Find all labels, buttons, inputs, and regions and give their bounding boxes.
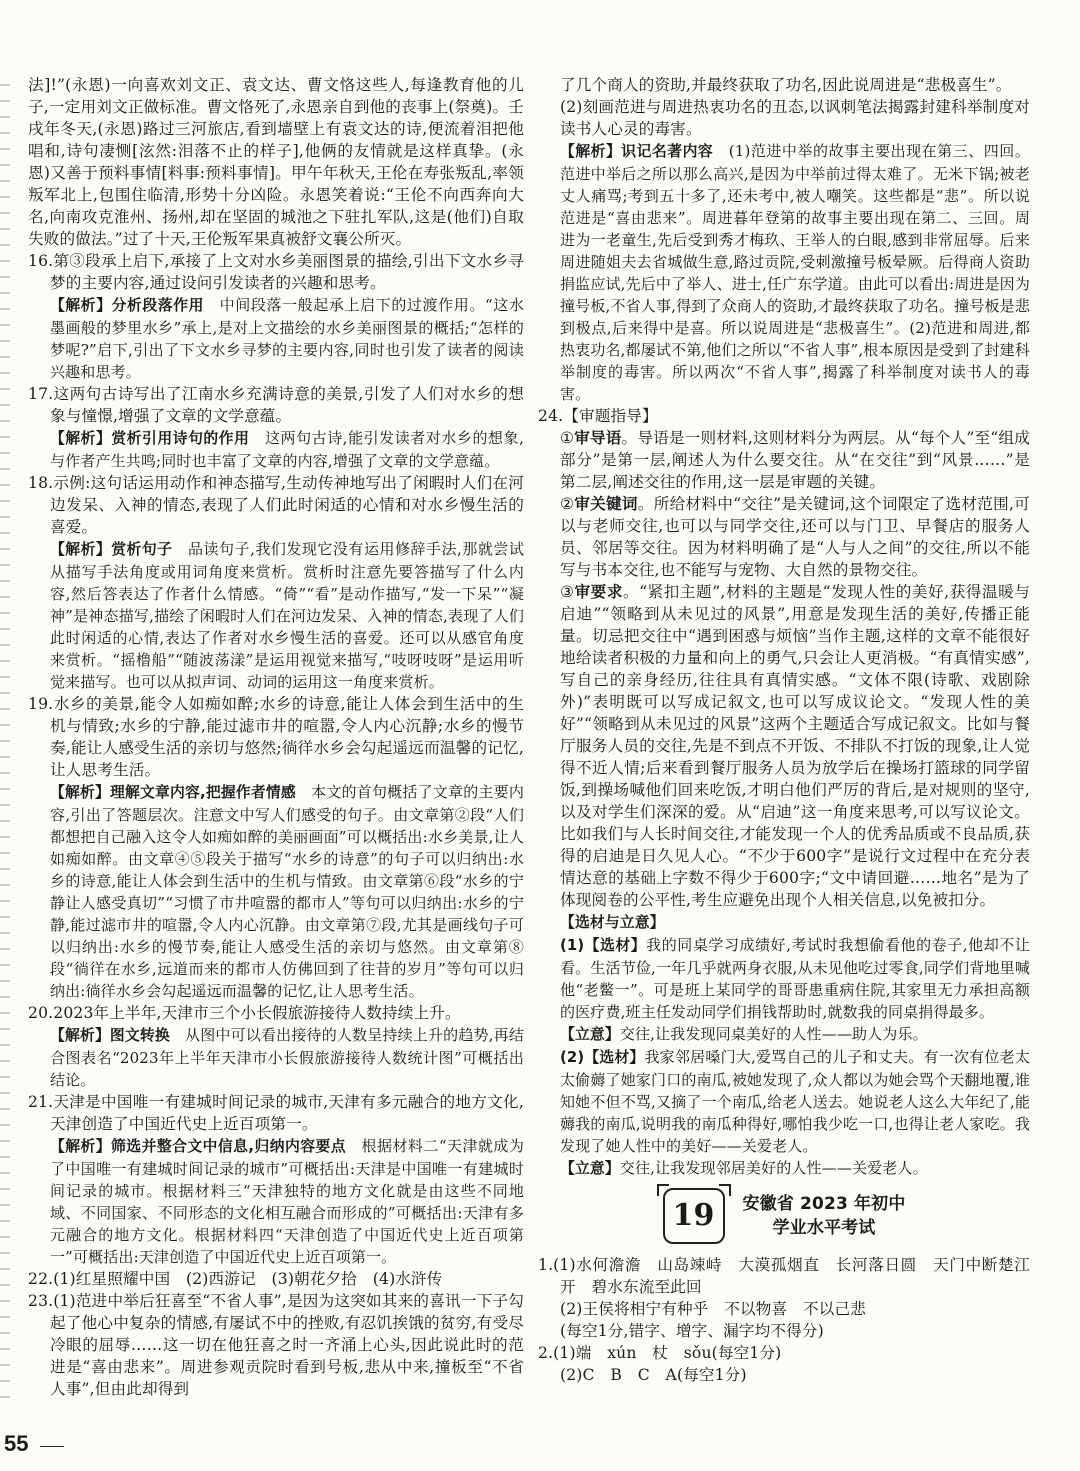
paragraph-text: 19.水乡的美景,能令人如痴如醉;水乡的诗意,能让人体会到生活中的生机与情致;水乡的宁静,能过滤市井的喧嚣,令人内心沉静;水乡的慢节奏,能让人感受生活的亲切与悠然;徜徉水乡会勾起遥远而温馨的记忆,让人思考生活。 — [28, 695, 524, 779]
answer-column-left — [28, 74, 524, 1400]
exam-section-header — [538, 1184, 1030, 1248]
section-title-line1: 安徽省 2023 年初中 — [742, 1194, 906, 1214]
paragraph-text: ②审关键词。所给材料中“交往”是关键词,这个词限定了选材范围,可以与老师交往,也可以与同学交往,还可以与门卫、早餐店的服务人员、邻居等交往。因为材料明确了是“人与人之间”的交往,所以不能写与书本交往,也不能写与宠物、大自然的景物交往。 — [560, 494, 1030, 579]
paragraph-text: 24.【审题指导】 — [538, 407, 658, 425]
analysis-tag: 【选材与立意】 — [560, 914, 665, 931]
paragraph-text: 根据材料二“天津就成为了中国唯一有建城时间记录的城市”可概括出:天津是中国唯一有建城时间记录的城市。根据材料三“天津独特的地方文化就是由这些不同地域、不同国家、不同形态的文化相互融合而形成的”可概括出:天津有多元融合的地方文化。根据材料四“天津创造了中国近代史上近百项第一”可概括出:天津创造了中国近代史上近百项第一。 — [50, 1137, 524, 1266]
answer-text — [538, 427, 1030, 493]
analysis-tag: 【解析】赏析句子 — [50, 541, 173, 558]
analysis-paragraph — [538, 1046, 1030, 1157]
analysis-paragraph — [28, 1024, 524, 1091]
answer-text — [538, 1298, 1030, 1320]
section-title — [743, 1192, 906, 1240]
tagged-line — [538, 911, 1030, 934]
binding-margin — [0, 70, 10, 1400]
analysis-paragraph — [28, 427, 524, 472]
analysis-tag: 【解析】识记名著内容 — [560, 143, 714, 160]
answer-item — [28, 1290, 524, 1400]
section-title-line2: 学业水平考试 — [772, 1218, 876, 1238]
paragraph-text: 我家邻居嗓门大,爱骂自己的儿子和丈夫。有一次有位老太太偷薅了她家门口的南瓜,被她发现了,众人都以为她会骂个天翻地覆,谁知她不但不骂,又摘了一个南瓜,给老人送去。她说老人这么大年纪了,能薅我的南瓜,说明我的南瓜种得好,哪怕我少吃一口,也得让老人家吃。我发现了她人性中的美好——关爱老人。 — [560, 1048, 1030, 1155]
answer-item — [538, 1254, 1030, 1298]
analysis-tag: 【解析】图文转换 — [50, 1027, 170, 1044]
analysis-tag: 【解析】理解文章内容,把握作者情感 — [50, 784, 296, 801]
answer-text — [538, 96, 1030, 140]
answer-item — [538, 405, 1030, 427]
paragraph-text: 23.(1)范进中举后狂喜至“不省人事”,是因为这突如其来的喜讯一下子勾起了他心中复杂的情感,有屡试不中的挫败,有忍饥挨饿的贫穷,有受尽冷眼的屈辱……这一切在他狂喜之时一齐涌上心头,因此说此时的范进是“喜由悲来”。周进参观贡院时看到号板,悲从中来,撞板至“不省人事”,但由此却得到 — [28, 1292, 524, 1398]
paragraph-text: (1)范进中举的故事主要出现在第三、四回。范进中举后之所以那么高兴,是因为中举前过得太难了。无米下锅;被老丈人痛骂;考到五十多了,还未考中,被人嘲笑。这些都是“悲”。所以说范进是“喜由悲来”。周进暮年登第的故事主要出现在第二、三回。周进为一老童生,先后受到秀才梅玖、王举人的白眼,感到非常屈辱。后来周进随姐夫去省城做生意,路过贡院,受刺激撞号板晕厥。后得商人资助捐监应试,先后中了举人、进士,任广东学道。由此可以看出:周进是因为撞号板,不省人事,得到了众商人的资助,才最终获取了功名。撞号板是悲到极点,后来得中是喜。所以说周进是“悲极喜生”。(2)范进和周进,都热衷功名,都屡试不第,他们之所以“不省人事”,根本原因是受到了封建科举制度的毒害。所以两次“不省人事”,揭露了科举制度对读书人的毒害。 — [560, 142, 1030, 403]
analysis-paragraph — [538, 934, 1030, 1023]
paragraph-text: 18.示例:这句话运用动作和神态描写,生动传神地写出了闲暇时人们在河边发呆、入神的情态,表现了人们此时闲适的心情和对水乡慢生活的喜爱。 — [28, 474, 524, 536]
answer-item — [28, 472, 524, 538]
paragraph-text: 20.2023年上半年,天津市三个小长假旅游接待人数持续上升。 — [28, 1004, 461, 1022]
paragraph-text: 法]!”(永恩)一向喜欢刘文正、袁文达、曹文恪这些人,每逢教育他的儿子,一定用刘文正做标准。曹文恪死了,永恩亲自到他的丧事上(祭奠)。壬戌年冬天,(永恩)路过三河旅店,看到墙壁上有袁文达的诗,便流着泪把他唱和,诗句凄恻[泫然:泪落不止的样子],他俩的友情就是这样真挚。(永恩)又善于预料事情[料事:预料事情]。甲午年秋天,王伦在寿张叛乱,率领叛军北上,包围住临清,形势十分凶险。永恩笑着说:“王伦不向西奔向大名,向南攻克淮州、扬州,却在坚固的城池之下驻扎军队,这是(他们)自取失败的做法。”过了十天,王伦叛军果真被舒文襄公所灭。 — [28, 76, 524, 248]
answer-text — [538, 581, 1030, 911]
analysis-tag: 【解析】分析段落作用 — [50, 297, 205, 314]
answer-item — [28, 1002, 524, 1024]
answer-text — [538, 74, 1030, 96]
tagged-line — [538, 1023, 1030, 1046]
analysis-tag: 【解析】筛选并整合文中信息,归纳内容要点 — [50, 1138, 347, 1155]
paragraph-text: (2)王侯将相宁有种乎 不以物喜 不以己悲 — [560, 1300, 866, 1318]
paragraph-text: 22.(1)红星照耀中国 (2)西游记 (3)朝花夕拾 (4)水浒传 — [28, 1270, 443, 1288]
paragraph-text: 交往,让我发现同桌美好的人性——助人为乐。 — [619, 1025, 928, 1043]
paragraph-text: 从图中可以看出接待的人数呈持续上升的趋势,再结合图表名“2023年上半年天津市小长假旅游接待人数统计图”可概括出结论。 — [50, 1026, 525, 1089]
answer-text — [538, 493, 1030, 581]
paragraph-text: 21.天津是中国唯一有建城时间记录的城市,天津有多元融合的地方文化,天津创造了中国近代史上近百项第一。 — [28, 1093, 524, 1133]
tagged-line — [538, 1157, 1030, 1180]
paragraph-text: (每空1分,错字、增字、漏字均不得分) — [560, 1322, 824, 1340]
answer-text — [538, 1320, 1030, 1342]
answer-item — [538, 1342, 1030, 1364]
paragraph-text: 我的同桌学习成绩好,考试时我想偷看他的卷子,他却不让看。生活节俭,一年几乎就两身衣服,从未见他吃过零食,同学们背地里喊他“老鳖一”。可是班上某同学的哥哥患重病住院,其家里无力承担高额的医疗费,班主任发动同学们捐钱帮助时,就数我的同桌捐得最多。 — [560, 936, 1030, 1021]
answer-item — [28, 1268, 524, 1290]
paragraph-text: (2)刻画范进与周进热衷功名的丑态,以讽刺笔法揭露封建科举制度对读书人心灵的毒害。 — [560, 98, 1030, 138]
section-number: 19 — [672, 1198, 715, 1233]
analysis-tag: 【解析】赏析引用诗句的作用 — [50, 430, 250, 447]
section-number-badge — [663, 1188, 725, 1244]
paragraph-text: 16.第③段承上启下,承接了上文对水乡美丽图景的描绘,引出下文水乡寻梦的主要内容,通过设问引发读者的兴趣和思考。 — [28, 252, 524, 292]
answer-item — [28, 693, 524, 781]
paragraph-text: ①审导语。导语是一则材料,这则材料分为两层。从“每个人”至“组成部分”是第一层,阐述人为什么要交往。从“在交往”到“风景……”是第二层,阐述交往的作用,这一层是审题的关键。 — [560, 428, 1030, 491]
page-number: 55 — [4, 1431, 29, 1456]
answer-column-right — [538, 74, 1030, 1386]
paragraph-text: (2)C B C A(每空1分) — [560, 1366, 747, 1384]
answer-item — [28, 383, 524, 427]
paragraph-text: 1.(1)水何澹澹 山岛竦峙 大漠孤烟直 长河落日圆 天门中断楚江开 碧水东流至此回 — [538, 1256, 1030, 1296]
paragraph-text: 了几个商人的资助,并最终获取了功名,因此说周进是“悲极喜生”。 — [560, 76, 1012, 94]
paragraph-text: 中间段落一般起承上启下的过渡作用。“这水墨画般的梦里水乡”承上,是对上文描绘的水乡美丽图景的概括;“怎样的梦呢?”启下,引出了下文水乡寻梦的主要内容,同时也引发了读者的阅读兴趣和思考。 — [50, 296, 524, 381]
analysis-tag: 【立意】 — [560, 1026, 620, 1043]
paragraph-text: 这两句古诗,能引发读者对水乡的想象,与作者产生共鸣;同时也丰富了文章的内容,增强了文章的文学意蕴。 — [50, 429, 524, 470]
paragraph-text: ③审要求。“紧扣主题”,材料的主题是“发现人性的美好,获得温暖与启迪”“领略到从未见过的风景”,用意是发现生活的美好,传播正能量。切忌把交往中“遇到困惑与烦恼”当作主题,这样的文章不能很好地给读者积极的力量和向上的勇气,只会让人更消极。“有真情实感”,写自己的亲身经历,往往具有真情实感。“文体不限(诗歌、戏剧除外)”表明既可以写成记叙文,也可以写成议论文。“发现人性的美好”“领略到从未见过的风景”这两个主题适合写成记叙文。比如与餐厅服务人员的交往,先是不到点不开饭、不排队不打饭的现象,让人觉得不近人情;后来看到餐厅服务人员为放学后在操场打篮球的同学留饭,到操场喊他们回来吃饭,才明白他们严厉的背后,是对规则的坚守,以及对学生们深深的爱。从“启迪”这一角度来思考,可以写议论文。比如我们与人长时间交往,才能发现一个人的优秀品质或不良品质,获得的启迪是日久见人心。“不少于600字”是说行文过程中在充分表情达意的基础上字数不得少于600字;“文中请回避……地名”是为了体现阅卷的公平性,考生应避免出现个人相关信息,以免被扣分。 — [560, 582, 1031, 909]
paragraph-text: 17.这两句古诗写出了江南水乡充满诗意的美景,引发了人们对水乡的想象与憧憬,增强了文章的文学意蕴。 — [28, 385, 524, 425]
analysis-paragraph — [28, 781, 524, 1002]
answer-paragraph — [28, 74, 524, 250]
analysis-tag: (1)【选材】 — [560, 937, 647, 954]
analysis-paragraph — [28, 538, 524, 693]
paragraph-text: 交往,让我发现邻居美好的人性——关爱老人。 — [619, 1159, 928, 1177]
answer-item — [28, 1091, 524, 1135]
analysis-paragraph — [28, 294, 524, 383]
paragraph-text: 2.(1)端 xún 杖 sǒu(每空1分) — [538, 1344, 782, 1362]
page-number-rule — [40, 1446, 64, 1447]
paragraph-text: 本文的首句概括了文章的主要内容,引出了答题层次。注意文中写人们感受的句子。由文章第②段“人们都想把自己融入这令人如痴如醉的美丽画面”可以概括出:水乡美景,让人如痴如醉。由文章④⑤段关于描写“水乡的诗意”的句子可以归纳出:水乡的诗意,能让人体会到生活中的生机与情致。由文章第⑥段“水乡的宁静让人感受真切”“习惯了市井喧嚣的都市人”等句可以归纳出:水乡的宁静,能过滤市井的喧嚣,令人内心沉静。由文章第⑦段,尤其是画线句子可以归纳出:水乡的慢节奏,能让人感受生活的亲切与悠然。由文章第⑧段“徜徉在水乡,远道而来的都市人仿佛回到了往昔的岁月”等句可以归纳出:徜徉水乡会勾起遥远而温馨的记忆,让人思考生活。 — [50, 783, 524, 1000]
answer-item — [28, 250, 524, 294]
answer-text — [538, 1364, 1030, 1386]
analysis-tag: (2)【选材】 — [560, 1049, 645, 1066]
analysis-tag: 【立意】 — [560, 1160, 620, 1177]
analysis-paragraph — [28, 1135, 524, 1268]
analysis-paragraph — [538, 140, 1030, 405]
paragraph-text: 品读句子,我们发现它没有运用修辞手法,那就尝试从描写手法角度或用词角度来赏析。赏析时注意先要答描写了什么内容,然后答表达了作者什么情感。“倚”“看”是动作描写,“发一下呆”“凝神”是神态描写,描绘了闲暇时人们在河边发呆、入神的情态,表现了人们此时闲适的心情,表达了作者对水乡慢生活的喜爱。还可以从感官角度来赏析。“摇橹船”“随波荡漾”是运用视觉来描写,“吱呀吱呀”是运用听觉来描写。也可以从拟声词、动词的运用这一角度来赏析。 — [50, 540, 525, 691]
